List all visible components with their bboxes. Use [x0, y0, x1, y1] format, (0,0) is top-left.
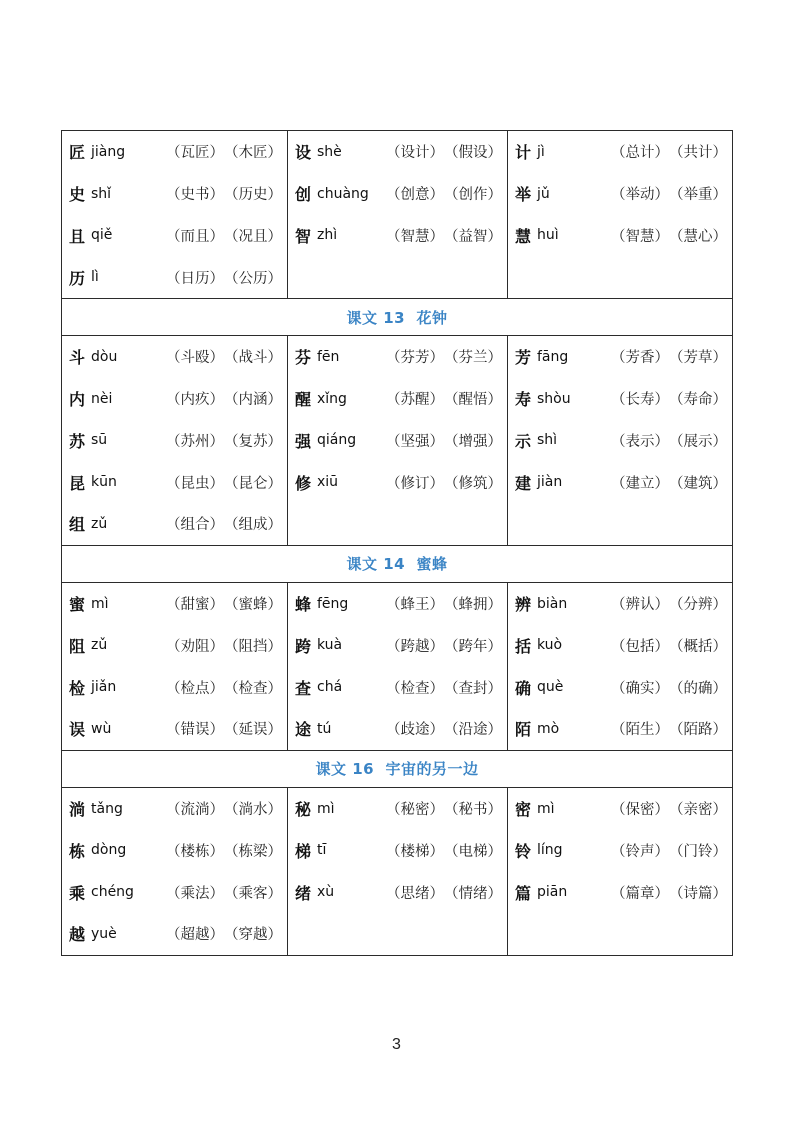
character: 举	[515, 185, 532, 205]
vocab-entry	[508, 461, 732, 503]
vocab-column	[507, 788, 732, 955]
example-word: （瓦匠）	[166, 145, 224, 162]
vocab-entry	[288, 788, 507, 830]
vocab-entry	[62, 256, 287, 298]
example-word: （的确）	[669, 680, 727, 697]
vocab-entry	[508, 708, 732, 750]
character: 蜂	[295, 595, 312, 615]
example-words	[386, 677, 502, 698]
example-word: （芬兰）	[444, 350, 502, 367]
example-word: （组合）	[166, 517, 224, 534]
example-word: （分辨）	[669, 597, 727, 614]
character: 栋	[69, 841, 86, 861]
example-words	[386, 798, 502, 819]
vocab-entry	[508, 871, 732, 913]
page-number: 3	[392, 1036, 401, 1053]
vocab-column	[62, 336, 287, 545]
example-word: （门铃）	[669, 843, 727, 860]
vocab-column	[507, 131, 732, 298]
example-words	[166, 346, 282, 367]
pinyin: mì	[537, 800, 555, 817]
vocab-entry	[62, 461, 287, 503]
vocab-entry	[508, 378, 732, 420]
vocab-entry	[288, 666, 507, 708]
example-word: （篇章）	[611, 885, 669, 902]
pinyin: chuàng	[317, 185, 369, 202]
vocab-column	[287, 788, 507, 955]
example-word: （建立）	[611, 475, 669, 492]
example-words	[386, 430, 502, 451]
vocab-entry	[288, 461, 507, 503]
pinyin: chéng	[91, 884, 134, 901]
vocab-column	[507, 336, 732, 545]
example-word: （建筑）	[669, 475, 727, 492]
example-word: （内疚）	[166, 392, 224, 409]
example-word: （确实）	[611, 680, 669, 697]
example-word: （检查）	[386, 680, 444, 697]
vocab-entry	[62, 666, 287, 708]
example-words	[611, 141, 727, 162]
example-word: （秘密）	[386, 802, 444, 819]
example-word: （蜂王）	[386, 597, 444, 614]
character: 查	[295, 678, 312, 698]
character: 辨	[515, 595, 532, 615]
vocab-entry	[62, 131, 287, 173]
example-words	[386, 225, 502, 246]
example-word: （假设）	[444, 145, 502, 162]
pinyin: jiàn	[537, 474, 563, 491]
example-word: （修订）	[386, 475, 444, 492]
lesson-header: 课文 16 宇宙的另一边	[62, 750, 732, 787]
example-words	[611, 718, 727, 739]
character: 蜜	[69, 595, 86, 615]
example-word: （公历）	[224, 270, 282, 287]
example-words	[166, 677, 282, 698]
pinyin: huì	[537, 227, 559, 244]
vocab-entry	[62, 336, 287, 378]
pinyin: shǐ	[91, 185, 112, 202]
example-word: （益智）	[444, 228, 502, 245]
example-words	[386, 593, 502, 614]
example-word: （斗殴）	[166, 350, 224, 367]
example-word: （表示）	[611, 433, 669, 450]
example-words	[386, 346, 502, 367]
character: 寿	[515, 390, 532, 410]
example-word: （创作）	[444, 187, 502, 204]
example-word: （检点）	[166, 680, 224, 697]
example-word: （陌生）	[611, 722, 669, 739]
vocab-entry	[62, 503, 287, 545]
example-word: （内涵）	[224, 392, 282, 409]
example-words	[386, 882, 502, 903]
example-word: （日历）	[166, 270, 224, 287]
character: 昆	[69, 473, 86, 493]
vocab-entry	[508, 830, 732, 872]
character: 智	[295, 226, 312, 246]
vocab-entry	[288, 378, 507, 420]
character: 陌	[515, 720, 532, 740]
example-words	[386, 183, 502, 204]
example-words	[611, 430, 727, 451]
example-word: （芬芳）	[386, 350, 444, 367]
character: 梯	[295, 841, 312, 861]
example-word: （秘书）	[444, 802, 502, 819]
example-word: （举重）	[669, 187, 727, 204]
example-word: （阻挡）	[224, 638, 282, 655]
example-word: （芳香）	[611, 350, 669, 367]
example-word: （包括）	[611, 638, 669, 655]
character: 苏	[69, 431, 86, 451]
character: 醒	[295, 390, 312, 410]
example-word: （坚强）	[386, 433, 444, 450]
character: 跨	[295, 636, 312, 656]
example-word: （辨认）	[611, 597, 669, 614]
example-word: （设计）	[386, 145, 444, 162]
character: 斗	[69, 348, 86, 368]
example-word: （跨年）	[444, 638, 502, 655]
pinyin: tú	[317, 720, 332, 737]
character: 误	[69, 720, 86, 740]
pinyin: shè	[317, 143, 342, 160]
vocab-entry	[288, 420, 507, 462]
vocab-entry	[62, 708, 287, 750]
example-word: （楼梯）	[386, 843, 444, 860]
character: 修	[295, 473, 312, 493]
example-word: （苏醒）	[386, 392, 444, 409]
vocab-entry	[62, 830, 287, 872]
example-words	[611, 225, 727, 246]
example-word: （智慧）	[611, 228, 669, 245]
example-word: （战斗）	[224, 350, 282, 367]
character: 括	[515, 636, 532, 656]
pinyin: fēng	[317, 595, 349, 612]
example-word: （举动）	[611, 187, 669, 204]
example-word: （芳草）	[669, 350, 727, 367]
vocab-column	[287, 583, 507, 750]
character: 组	[69, 515, 86, 535]
pinyin: kuò	[537, 637, 563, 654]
vocab-entry	[508, 215, 732, 257]
example-word: （延误）	[224, 722, 282, 739]
character: 淌	[69, 800, 86, 820]
example-words	[166, 141, 282, 162]
pinyin: dòu	[91, 348, 118, 365]
example-words	[611, 183, 727, 204]
vocab-entry	[62, 173, 287, 215]
vocab-entry	[508, 173, 732, 215]
example-word: （铃声）	[611, 843, 669, 860]
example-word: （木匠）	[224, 145, 282, 162]
example-word: （慧心）	[669, 228, 727, 245]
pinyin: què	[537, 679, 564, 696]
vocab-entry	[62, 378, 287, 420]
vocab-entry	[508, 788, 732, 830]
example-words	[166, 430, 282, 451]
example-word: （蜂拥）	[444, 597, 502, 614]
pinyin: mì	[91, 595, 109, 612]
lesson-vocab-group	[62, 787, 732, 955]
pinyin: nèi	[91, 390, 113, 407]
example-words	[166, 882, 282, 903]
vocab-column	[287, 336, 507, 545]
character: 且	[69, 226, 86, 246]
pinyin: xù	[317, 884, 335, 901]
example-word: （查封）	[444, 680, 502, 697]
example-word: （复苏）	[224, 433, 282, 450]
example-words	[386, 388, 502, 409]
example-words	[611, 840, 727, 861]
character: 强	[295, 431, 312, 451]
example-word: （电梯）	[444, 843, 502, 860]
character: 内	[69, 390, 86, 410]
example-word: （情绪）	[444, 885, 502, 902]
vocab-entry	[288, 336, 507, 378]
pinyin: xiū	[317, 474, 339, 491]
example-word: （穿越）	[224, 927, 282, 944]
example-word: （史书）	[166, 187, 224, 204]
example-words	[611, 635, 727, 656]
vocab-entry	[288, 131, 507, 173]
example-words	[611, 346, 727, 367]
character: 创	[295, 185, 312, 205]
pinyin: kūn	[91, 474, 117, 491]
example-word: （历史）	[224, 187, 282, 204]
example-word: （楼栋）	[166, 843, 224, 860]
example-word: （保密）	[611, 802, 669, 819]
example-word: （乘法）	[166, 885, 224, 902]
lesson-header: 课文 13 花钟	[62, 298, 732, 335]
example-word: （创意）	[386, 187, 444, 204]
example-words	[166, 267, 282, 288]
example-words	[386, 472, 502, 493]
pinyin: mò	[537, 720, 560, 737]
vocab-entry	[288, 708, 507, 750]
vocab-entry	[62, 420, 287, 462]
example-word: （思绪）	[386, 885, 444, 902]
pinyin: xǐng	[317, 390, 347, 407]
pinyin: wù	[91, 720, 112, 737]
character: 途	[295, 720, 312, 740]
vocab-column	[287, 131, 507, 298]
vocab-entry	[62, 625, 287, 667]
vocab-entry	[62, 583, 287, 625]
example-word: （苏州）	[166, 433, 224, 450]
pinyin: yuè	[91, 925, 117, 942]
example-word: （超越）	[166, 927, 224, 944]
character: 芳	[515, 348, 532, 368]
example-word: （流淌）	[166, 802, 224, 819]
pinyin: jiàng	[91, 143, 126, 160]
example-words	[166, 840, 282, 861]
example-word: （劝阻）	[166, 638, 224, 655]
example-words	[166, 183, 282, 204]
pinyin: dòng	[91, 842, 127, 859]
pinyin: tǎng	[91, 800, 123, 817]
example-word: （概括）	[669, 638, 727, 655]
pinyin: zǔ	[91, 515, 108, 532]
vocab-entry	[508, 583, 732, 625]
example-word: （总计）	[611, 145, 669, 162]
vocab-entry	[62, 788, 287, 830]
vocab-entry	[288, 625, 507, 667]
example-word: （跨越）	[386, 638, 444, 655]
example-words	[386, 718, 502, 739]
character: 越	[69, 925, 86, 945]
example-word: （亲密）	[669, 802, 727, 819]
example-word: （沿途）	[444, 722, 502, 739]
example-words	[611, 593, 727, 614]
vocab-column	[62, 583, 287, 750]
lesson-vocab-group	[62, 335, 732, 545]
vocab-column	[507, 583, 732, 750]
vocab-column	[62, 131, 287, 298]
example-word: （检查）	[224, 680, 282, 697]
character: 铃	[515, 841, 532, 861]
character: 慧	[515, 226, 532, 246]
example-word: （醒悟）	[444, 392, 502, 409]
vocab-entry	[288, 173, 507, 215]
example-word: （而且）	[166, 228, 224, 245]
pinyin: biàn	[537, 595, 568, 612]
character: 匠	[69, 143, 86, 163]
example-word: （错误）	[166, 722, 224, 739]
example-word: （乘客）	[224, 885, 282, 902]
pinyin: jì	[537, 143, 545, 160]
pinyin: chá	[317, 679, 343, 696]
pinyin: jiǎn	[91, 679, 117, 696]
pinyin: zǔ	[91, 637, 108, 654]
pinyin: zhì	[317, 227, 338, 244]
pinyin: shì	[537, 432, 558, 449]
example-words	[386, 840, 502, 861]
vocab-entry	[288, 830, 507, 872]
pinyin: sū	[91, 432, 108, 449]
example-words	[611, 388, 727, 409]
example-word: （寿命）	[669, 392, 727, 409]
example-words	[386, 141, 502, 162]
example-word: （歧途）	[386, 722, 444, 739]
example-word: （诗篇）	[669, 885, 727, 902]
example-words	[611, 882, 727, 903]
example-words	[611, 677, 727, 698]
pinyin: tī	[317, 842, 327, 859]
character: 绪	[295, 883, 312, 903]
character: 计	[515, 143, 532, 163]
character: 秘	[295, 800, 312, 820]
example-word: （况且）	[224, 228, 282, 245]
character: 密	[515, 800, 532, 820]
example-words	[166, 635, 282, 656]
pinyin: qiáng	[317, 432, 357, 449]
vocab-entry	[62, 215, 287, 257]
pinyin: mì	[317, 800, 335, 817]
character: 芬	[295, 348, 312, 368]
lesson-header: 课文 14 蜜蜂	[62, 545, 732, 582]
example-word: （组成）	[224, 517, 282, 534]
example-words	[611, 798, 727, 819]
example-word: （昆虫）	[166, 475, 224, 492]
character: 历	[69, 268, 86, 288]
character: 建	[515, 473, 532, 493]
example-word: （智慧）	[386, 228, 444, 245]
pinyin: piān	[537, 884, 568, 901]
vocabulary-table	[61, 130, 733, 956]
example-word: （栋梁）	[224, 843, 282, 860]
example-words	[166, 472, 282, 493]
example-words	[166, 388, 282, 409]
example-words	[386, 635, 502, 656]
vocab-entry	[508, 131, 732, 173]
pinyin: lì	[91, 269, 99, 286]
example-words	[166, 923, 282, 944]
character: 阻	[69, 636, 86, 656]
pinyin: líng	[537, 842, 563, 859]
character: 史	[69, 185, 86, 205]
example-word: （增强）	[444, 433, 502, 450]
pinyin: jǔ	[537, 185, 550, 202]
example-words	[166, 225, 282, 246]
pinyin: kuà	[317, 637, 343, 654]
character: 乘	[69, 883, 86, 903]
character: 确	[515, 678, 532, 698]
vocab-entry	[62, 913, 287, 955]
example-word: （修筑）	[444, 475, 502, 492]
pinyin: fāng	[537, 348, 569, 365]
vocab-entry	[288, 215, 507, 257]
vocab-entry	[508, 420, 732, 462]
example-word: （共计）	[669, 145, 727, 162]
character: 示	[515, 431, 532, 451]
character: 检	[69, 678, 86, 698]
vocab-entry	[508, 625, 732, 667]
vocab-entry	[62, 871, 287, 913]
example-words	[611, 472, 727, 493]
vocab-column	[62, 788, 287, 955]
pinyin: fēn	[317, 348, 340, 365]
vocab-entry	[508, 666, 732, 708]
example-word: （甜蜜）	[166, 597, 224, 614]
example-words	[166, 593, 282, 614]
vocab-entry	[288, 871, 507, 913]
vocab-entry	[288, 583, 507, 625]
example-word: （淌水）	[224, 802, 282, 819]
character: 设	[295, 143, 312, 163]
character: 篇	[515, 883, 532, 903]
example-word: （展示）	[669, 433, 727, 450]
example-word: （蜜蜂）	[224, 597, 282, 614]
example-word: （长寿）	[611, 392, 669, 409]
pinyin: qiě	[91, 227, 113, 244]
lesson-vocab-group	[62, 582, 732, 750]
lesson-vocab-group	[62, 131, 732, 298]
example-words	[166, 798, 282, 819]
example-word: （昆仑）	[224, 475, 282, 492]
example-word: （陌路）	[669, 722, 727, 739]
example-words	[166, 718, 282, 739]
example-words	[166, 513, 282, 534]
pinyin: shòu	[537, 390, 571, 407]
vocab-entry	[508, 336, 732, 378]
